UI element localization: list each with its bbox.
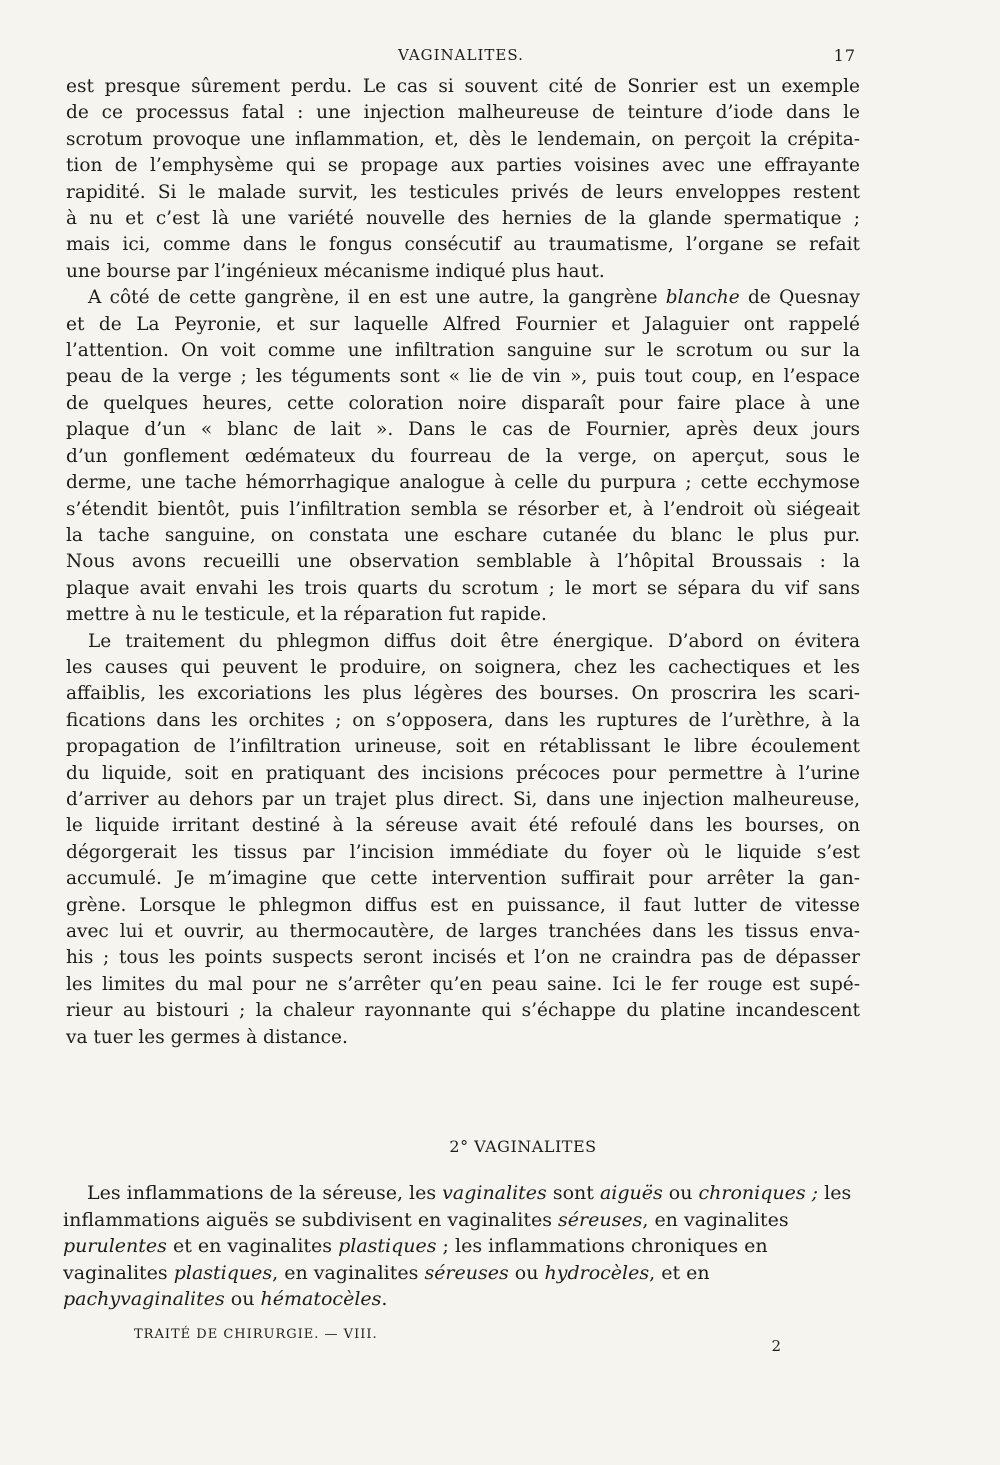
italic-term: blanche xyxy=(665,287,740,309)
text-line: d’arriver au dehors par un trajet plus direct. Si, dans une injection malheureuse, xyxy=(66,788,860,810)
text-line: plaque avait envahi les trois quarts du scrotum ; le mort se sépara du vif sans xyxy=(66,577,860,599)
text-run: A côté de cette gangrène, il en est une autre, la gangrène xyxy=(88,287,666,309)
text-run: les inflammations aiguës se subdivisent en vaginalites xyxy=(63,1182,852,1231)
text-line: tion de l’emphysème qui se propage aux parties voisines avec une effrayante xyxy=(66,155,860,177)
text-run: et en vaginalites xyxy=(166,1235,339,1258)
text-line: dégorgerait les tissus par l’incision immédiate du foyer où le liquide s’est xyxy=(66,841,860,863)
text-line: et de La Peyronie, et sur laquelle Alfred Fournier et Jalaguier ont rappelé xyxy=(66,313,860,335)
body-text xyxy=(66,74,860,1051)
page-number: 17 xyxy=(833,46,856,65)
text-line: affaiblis, les excoriations les plus légères des bourses. On proscrira les scari- xyxy=(66,683,860,705)
paragraph-1 xyxy=(66,74,860,285)
italic-term: hydrocèles xyxy=(544,1261,650,1284)
signature-mark: 2 xyxy=(771,1337,782,1355)
text-line: mais ici, comme dans le fongus consécutif au traumatisme, l’organe se refait xyxy=(66,234,860,256)
italic-term: chroniques ; xyxy=(698,1182,819,1204)
text-line: de ce processus fatal : une injection malheureuse de teinture d’iode dans le xyxy=(66,102,860,124)
text-run: , et en xyxy=(649,1261,710,1284)
text-line: scrotum provoque une inflammation, et, dès le lendemain, on perçoit la crépita- xyxy=(66,128,860,150)
italic-term: pachyvaginalites xyxy=(63,1288,225,1311)
text-run: ou xyxy=(224,1288,261,1311)
text-line: mettre à nu le testicule, et la réparation fut rapide. xyxy=(66,604,547,626)
text-run: ou xyxy=(662,1182,699,1204)
italic-term: séreuses xyxy=(424,1261,509,1284)
section-title: 2° VAGINALITES xyxy=(449,1137,597,1156)
section-paragraph xyxy=(63,1180,863,1313)
text-line: fications dans les orchites ; on s’opposera, dans les ruptures de l’urèthre, à la xyxy=(66,709,860,731)
text-line: la tache sanguine, on constata une eschare cutanée du blanc le plus pur. xyxy=(66,524,860,546)
text-line: avec lui et ouvrir, au thermocautère, de larges tranchées dans les tissus enva- xyxy=(66,921,860,942)
italic-term: vaginalites xyxy=(442,1182,547,1204)
text-run: ou xyxy=(508,1261,545,1284)
text-line: grène. Lorsque le phlegmon diffus est en puissance, il faut lutter de vitesse xyxy=(66,894,860,916)
text-line: les limites du mal pour ne s’arrêter qu’en peau saine. Ici le fer rouge est supé- xyxy=(66,973,860,995)
text-run: sont xyxy=(546,1182,600,1204)
text-line: l’attention. On voit comme une infiltration sanguine sur le scrotum ou sur la xyxy=(66,340,860,362)
text-line: une bourse par l’ingénieux mécanisme indiqué plus haut. xyxy=(66,260,605,282)
italic-term: plastiques xyxy=(338,1235,437,1258)
text-line: s’étendit bientôt, puis l’infiltration sembla se résorber et, à l’endroit où siégeait xyxy=(66,498,860,520)
text-line: rapidité. Si le malade survit, les testicules privés de leurs enveloppes restent xyxy=(66,181,860,203)
italic-term: plastiques xyxy=(173,1261,273,1284)
text-line: rieur au bistouri ; la chaleur rayonnante qui s’échappe du platine incandescent xyxy=(66,1000,860,1022)
text-line: du liquide, soit en pratiquant des incisions précoces pour permettre à l’urine xyxy=(66,762,860,784)
text-line: derme, une tache hémorrhagique analogue à celle du purpura ; cette ecchymose xyxy=(66,472,860,494)
paragraph-3 xyxy=(66,629,860,1052)
text-line: est presque sûrement perdu. Le cas si souvent cité de Sonrier est un exemple xyxy=(66,76,860,97)
italic-term: séreuses xyxy=(558,1208,643,1231)
text-line: de quelques heures, cette coloration noire disparaît pour faire place à une xyxy=(66,392,860,414)
text-line: propagation de l’infiltration urineuse, soit en rétablissant le libre écoulement xyxy=(66,736,860,758)
text-line: accumulé. Je m’imagine que cette intervention suffirait pour arrêter la gan- xyxy=(66,868,860,890)
running-title: VAGINALITES. xyxy=(398,46,524,64)
text-line: plaque d’un « blanc de lait ». Dans le cas de Fournier, après deux jours xyxy=(66,419,860,441)
text-line: d’un gonflement œdémateux du fourreau de la verge, on aperçut, sous le xyxy=(66,445,860,467)
text-run: , en vaginalites xyxy=(272,1261,425,1284)
italic-term: aiguës xyxy=(599,1182,663,1204)
text-line: his ; tous les points suspects seront incisés et l’on ne craindra pas de dépasser xyxy=(66,947,860,969)
text-run: Les inflammations de la séreuse, les xyxy=(87,1182,443,1204)
text-line xyxy=(66,285,860,311)
footer-reference: TRAITÉ DE CHIRURGIE. — VIII. xyxy=(134,1327,378,1342)
text-line: Le traitement du phlegmon diffus doit être énergique. D’abord on évitera xyxy=(88,630,860,652)
italic-term: purulentes xyxy=(63,1235,167,1258)
text-line: à nu et c’est là une variété nouvelle des hernies de la glande spermatique ; xyxy=(66,208,860,230)
italic-term: hématocèles xyxy=(260,1288,382,1311)
section-heading xyxy=(0,1137,1000,1156)
text-run: ; les inflammations chroniques en vaginalites xyxy=(63,1235,768,1284)
text-line: peau de la verge ; les téguments sont « lie de vin », puis tout coup, en l’espace xyxy=(66,366,860,388)
text-line: les causes qui peuvent le produire, on soignera, chez les cachectiques et les xyxy=(66,656,860,678)
text-line: Nous avons recueilli une observation semblable à l’hôpital Broussais : la xyxy=(66,551,860,573)
text-run: de Quesnay xyxy=(739,287,860,309)
text-run: , en vaginalites xyxy=(642,1208,789,1231)
paragraph-2 xyxy=(66,285,860,628)
text-run: . xyxy=(381,1288,388,1311)
text-line: va tuer les germes à distance. xyxy=(66,1026,348,1048)
text-line: le liquide irritant destiné à la séreuse avait été refoulé dans les bourses, on xyxy=(66,815,860,837)
